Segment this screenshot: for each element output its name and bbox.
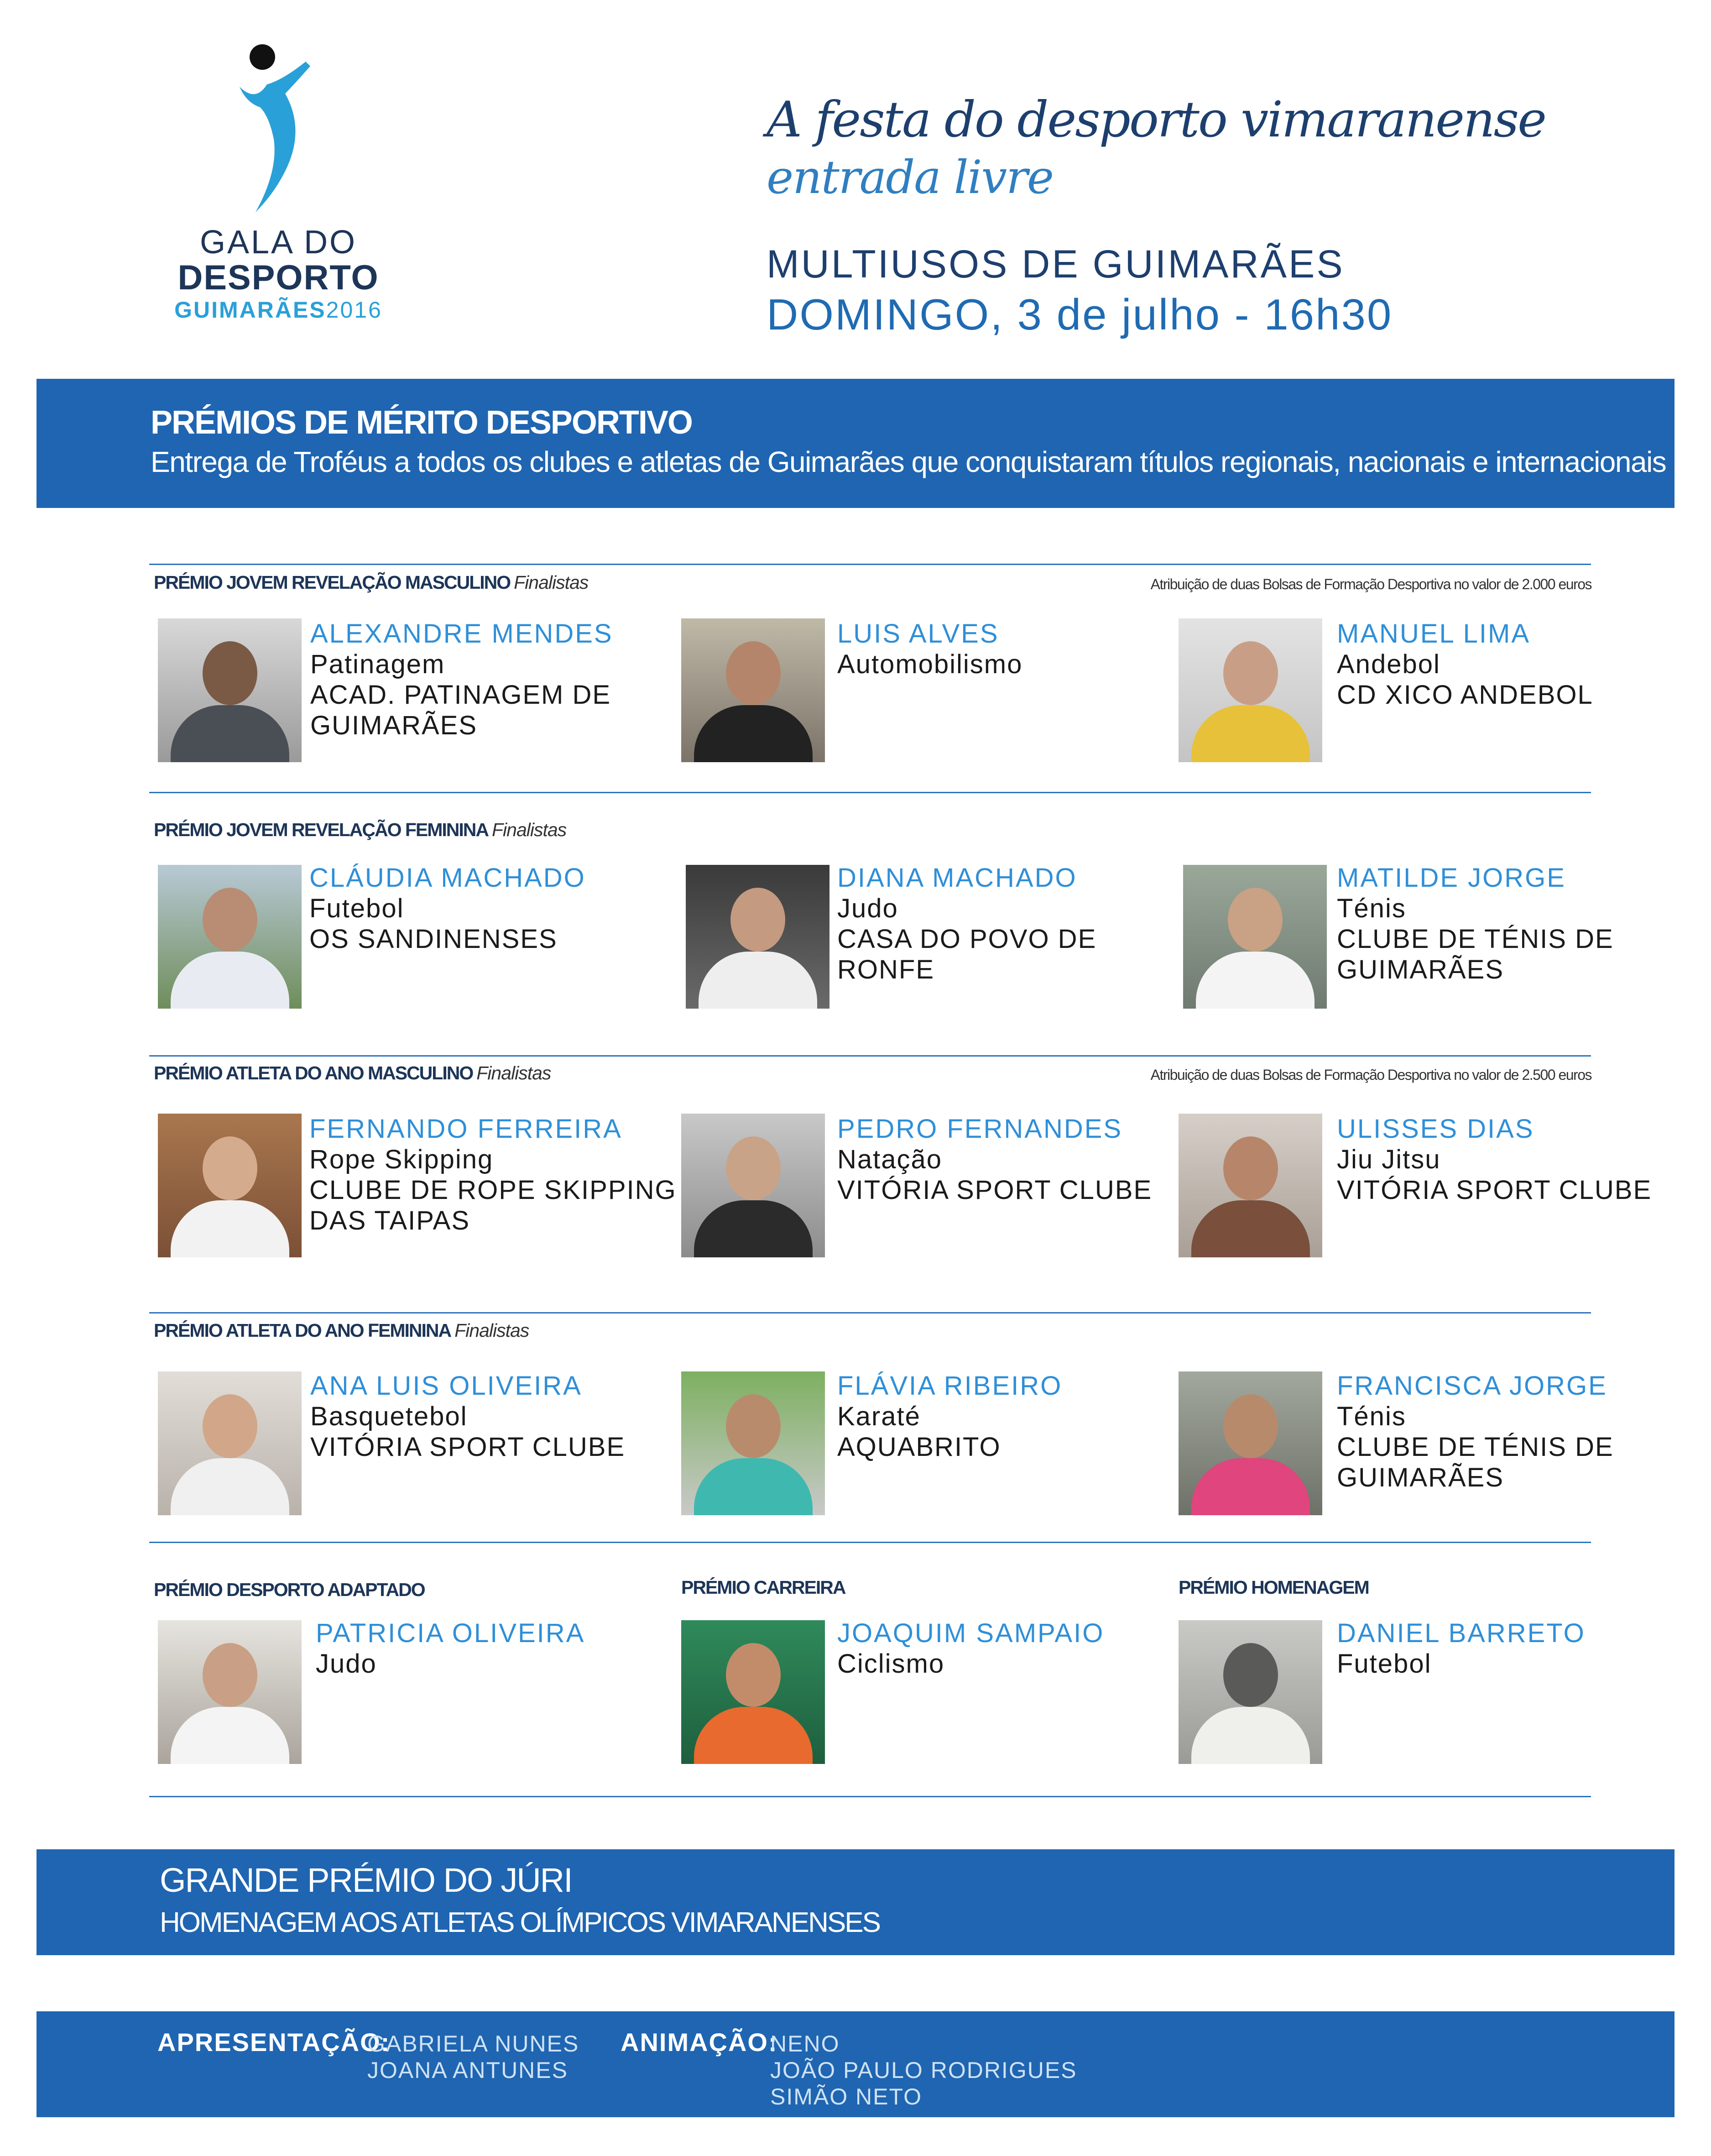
athlete-photo bbox=[1183, 865, 1327, 1009]
section-note: Atribuição de duas Bolsas de Formação Desportiva no valor de 2.500 euros bbox=[1150, 1067, 1591, 1083]
section-note: Atribuição de duas Bolsas de Formação Desportiva no valor de 2.000 euros bbox=[1150, 576, 1591, 592]
athlete-sport: Futebol bbox=[1337, 1649, 1432, 1679]
athlete-sport: Karaté bbox=[837, 1402, 921, 1431]
divider bbox=[149, 1055, 1591, 1057]
divider bbox=[149, 1312, 1591, 1313]
athlete-club-cont: GUIMARÃES bbox=[1337, 955, 1504, 984]
athlete-club: CLUBE DE TÉNIS DE bbox=[1337, 1432, 1614, 1462]
presentation-names bbox=[367, 2030, 579, 2083]
athlete-sport: Ténis bbox=[1337, 1402, 1406, 1431]
athlete-club: VITÓRIA SPORT CLUBE bbox=[837, 1175, 1153, 1205]
merit-subtitle: Entrega de Troféus a todos os clubes e atletas de Guimarães que conquistaram títulos regionais, nacionais e internacionais bbox=[151, 445, 1666, 478]
athlete-name: DANIEL BARRETO bbox=[1337, 1618, 1586, 1648]
logo-line-2: DESPORTO bbox=[177, 258, 379, 297]
athlete-photo bbox=[1179, 618, 1322, 762]
animation-credit bbox=[621, 2027, 778, 2057]
athlete-club: CASA DO POVO DE bbox=[837, 924, 1097, 954]
athlete-sport: Ténis bbox=[1337, 894, 1406, 923]
performer-name: SIMÃO NETO bbox=[770, 2084, 923, 2109]
athlete-club: CD XICO ANDEBOL bbox=[1337, 680, 1593, 710]
athlete-name: DIANA MACHADO bbox=[837, 863, 1077, 893]
jury-title: GRANDE PRÉMIO DO JÚRI bbox=[160, 1861, 572, 1899]
athlete-name: CLÁUDIA MACHADO bbox=[309, 863, 586, 893]
presenter-name: GABRIELA NUNES bbox=[367, 2031, 579, 2057]
athlete-sport: Jiu Jitsu bbox=[1337, 1145, 1441, 1174]
athlete-photo bbox=[158, 618, 302, 762]
athlete-sport: Natação bbox=[837, 1145, 943, 1174]
divider bbox=[149, 1542, 1591, 1543]
venue: MULTIUSOS DE GUIMARÃES bbox=[767, 242, 1345, 286]
athlete-club-cont: RONFE bbox=[837, 955, 934, 984]
logo-line-1: GALA DO bbox=[199, 224, 357, 261]
presenter-name: JOANA ANTUNES bbox=[367, 2057, 568, 2083]
award-title: PRÉMIO CARREIRA bbox=[681, 1577, 845, 1598]
athlete-sport: Futebol bbox=[309, 894, 404, 923]
athlete-name: JOAQUIM SAMPAIO bbox=[837, 1618, 1105, 1648]
athlete-photo bbox=[158, 1371, 302, 1515]
athlete-name: MANUEL LIMA bbox=[1337, 619, 1531, 649]
athlete-club-cont: GUIMARÃES bbox=[310, 711, 478, 740]
athlete-name: PATRICIA OLIVEIRA bbox=[316, 1618, 585, 1648]
tagline: A festa do desporto vimaranense bbox=[767, 91, 1545, 148]
athlete-name: ULISSES DIAS bbox=[1337, 1114, 1534, 1144]
athlete-name: LUIS ALVES bbox=[837, 619, 999, 649]
athlete-figure-icon bbox=[187, 43, 370, 226]
athlete-photo bbox=[1179, 1114, 1322, 1257]
section-title: PRÉMIO ATLETA DO ANO FEMININA Finalistas bbox=[154, 1320, 529, 1341]
section-title: PRÉMIO JOVEM REVELAÇÃO FEMININA Finalistas bbox=[154, 819, 567, 840]
athlete-club-cont: GUIMARÃES bbox=[1337, 1463, 1504, 1492]
athlete-sport: Rope Skipping bbox=[309, 1145, 494, 1174]
athlete-name: MATILDE JORGE bbox=[1337, 863, 1566, 893]
athlete-club: VITÓRIA SPORT CLUBE bbox=[310, 1432, 626, 1462]
athlete-club: AQUABRITO bbox=[837, 1432, 1001, 1462]
athlete-name: PEDRO FERNANDES bbox=[837, 1114, 1123, 1144]
athlete-sport: Judo bbox=[316, 1649, 377, 1679]
jury-banner bbox=[37, 1849, 1674, 1955]
athlete-sport: Basquetebol bbox=[310, 1402, 468, 1431]
athlete-photo bbox=[158, 865, 302, 1009]
section-title: PRÉMIO ATLETA DO ANO MASCULINO Finalistas bbox=[154, 1062, 551, 1083]
credits-banner bbox=[37, 2011, 1674, 2117]
athlete-name: ALEXANDRE MENDES bbox=[310, 619, 613, 649]
athlete-sport: Patinagem bbox=[310, 649, 445, 679]
performer-name: NENO bbox=[770, 2031, 840, 2057]
athlete-club: ACAD. PATINAGEM DE bbox=[310, 680, 611, 710]
event-datetime: DOMINGO, 3 de julho - 16h30 bbox=[767, 290, 1393, 339]
athlete-club-cont: DAS TAIPAS bbox=[309, 1206, 470, 1235]
performer-name: JOÃO PAULO RODRIGUES bbox=[770, 2057, 1077, 2083]
award-title: PRÉMIO DESPORTO ADAPTADO bbox=[154, 1579, 425, 1600]
section-title: PRÉMIO JOVEM REVELAÇÃO MASCULINO Finalistas bbox=[154, 572, 589, 593]
athlete-name: ANA LUIS OLIVEIRA bbox=[310, 1371, 582, 1401]
divider bbox=[149, 1796, 1591, 1797]
animation-label: ANIMAÇÃO: bbox=[621, 2028, 778, 2057]
presentation-label: APRESENTAÇÃO: bbox=[157, 2028, 391, 2057]
jury-subtitle: HOMENAGEM AOS ATLETAS OLÍMPICOS VIMARANENSES bbox=[160, 1907, 880, 1938]
athlete-club: OS SANDINENSES bbox=[309, 924, 558, 954]
athlete-name: FLÁVIA RIBEIRO bbox=[837, 1371, 1063, 1401]
athlete-photo bbox=[681, 1114, 825, 1257]
athlete-sport: Judo bbox=[837, 894, 898, 923]
athlete-name: FRANCISCA JORGE bbox=[1337, 1371, 1607, 1401]
divider bbox=[149, 792, 1591, 793]
athlete-photo bbox=[681, 618, 825, 762]
athlete-photo bbox=[158, 1620, 302, 1764]
athlete-club: CLUBE DE TÉNIS DE bbox=[1337, 924, 1614, 954]
free-entry-text: entrada livre bbox=[767, 151, 1054, 204]
athlete-photo bbox=[1179, 1371, 1322, 1515]
merit-banner bbox=[37, 379, 1674, 508]
merit-title: PRÉMIOS DE MÉRITO DESPORTIVO bbox=[151, 404, 692, 441]
athlete-name: FERNANDO FERREIRA bbox=[309, 1114, 622, 1144]
athlete-sport: Ciclismo bbox=[837, 1649, 945, 1679]
athlete-club: VITÓRIA SPORT CLUBE bbox=[1337, 1175, 1652, 1205]
athlete-photo bbox=[681, 1371, 825, 1515]
event-logo bbox=[151, 43, 406, 335]
divider bbox=[149, 564, 1591, 565]
logo-line-3: GUIMARÃES2016 bbox=[174, 297, 382, 323]
athlete-photo bbox=[681, 1620, 825, 1764]
athlete-club: CLUBE DE ROPE SKIPPING bbox=[309, 1175, 677, 1205]
athlete-sport: Andebol bbox=[1337, 649, 1440, 679]
animation-names bbox=[770, 2030, 1077, 2110]
athlete-photo bbox=[686, 865, 829, 1009]
athlete-photo bbox=[158, 1114, 302, 1257]
award-title: PRÉMIO HOMENAGEM bbox=[1179, 1577, 1369, 1598]
presentation-credit bbox=[157, 2027, 390, 2057]
athlete-photo bbox=[1179, 1620, 1322, 1764]
athlete-sport: Automobilismo bbox=[837, 649, 1023, 679]
